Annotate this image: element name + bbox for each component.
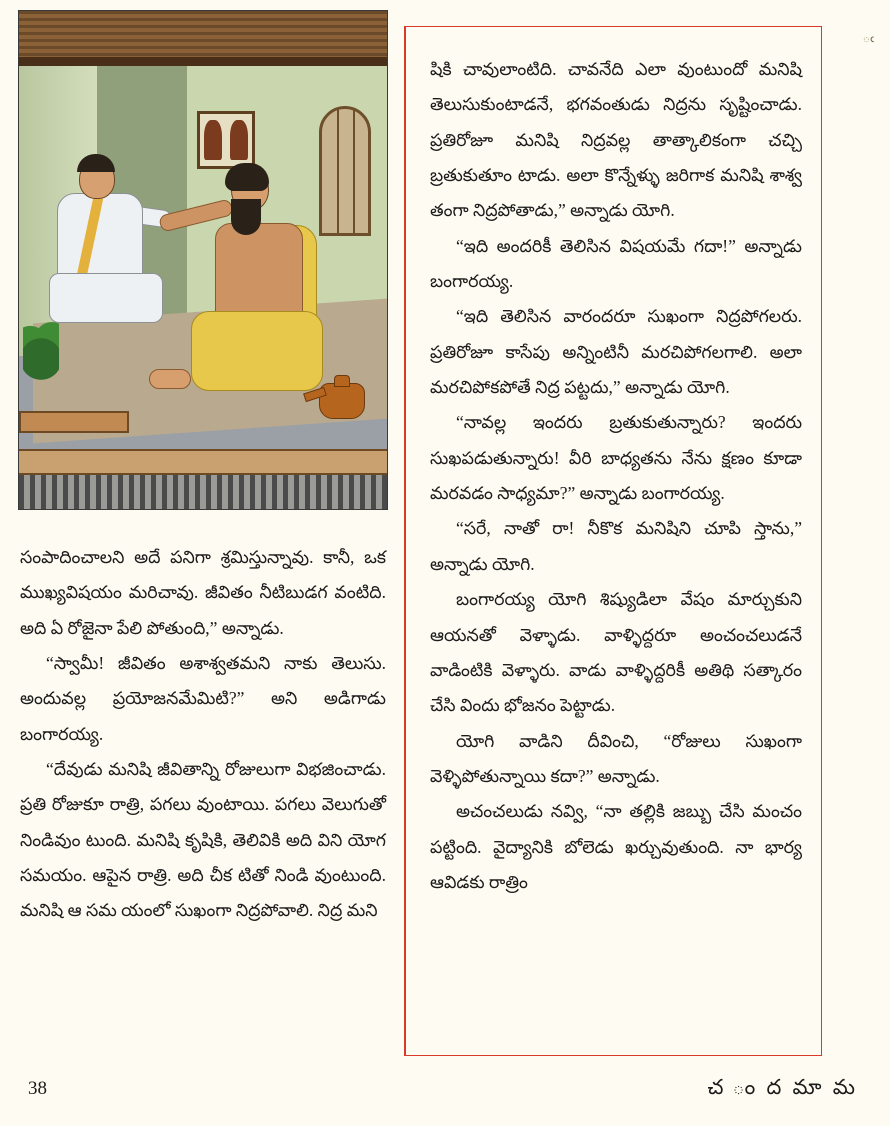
wooden-shelf bbox=[19, 411, 129, 433]
arched-window bbox=[319, 106, 371, 236]
man-legs bbox=[49, 273, 163, 323]
paragraph: “ఇది అందరికీ తెలిసిన విషయమే గదా!” అన్నాడు బంగారయ్య. bbox=[430, 235, 802, 292]
yogi-torso bbox=[215, 223, 303, 325]
ceiling-beam bbox=[19, 57, 387, 66]
paragraph: షికి చావులాంటిది. చావనేది ఎలా వుంటుందో మనిషి తెలుసుకుంటాడనే, భగవంతుడు నిద్రను సృష్టించాడు. ప్రతిరోజూ మనిషి నిద్రవల్ల తాత్కాలికంగా చచ్చి బ్రతుకుతూం టాడు. అలా కొన్నేళ్ళు జరిగాక మనిషి శాశ్వ తంగా నిద్రపోతాడు,” అన్నాడు యోగి. bbox=[430, 59, 802, 221]
potted-plant bbox=[23, 311, 59, 391]
paragraph: “దేవుడు మనిషి జీవితాన్ని రోజులుగా విభజించాడు. ప్రతి రోజుకూ రాత్రి, పగలు వుంటాయి. పగలు వెలుగుతో నిండివుం టుంది. మనిషి కృషికి, తెలివికి అది విని యోగ సమయం. ఆపైన రాత్రి. అది చీక టితో నిండి వుంటుంది. మనిషి ఆ సమ యంలో సుఖంగా నిద్రపోవాలి. నిద్ర మని bbox=[20, 759, 386, 921]
yogi-foot bbox=[149, 369, 191, 389]
paragraph: బంగారయ్య యోగి శిష్యుడిలా వేషం మార్చుకుని ఆయనతో వెళ్ళాడు. వాళ్ళిద్దరూ అంచంచలుడనే వాడింటికి వెళ్ళారు. వాడు వాళ్ళిద్దరికీ అతిథి సత్కారం చేసి విందు భోజనం పెట్టాడు. bbox=[430, 589, 802, 716]
yogi-legs bbox=[191, 311, 323, 391]
yogi-hair bbox=[225, 163, 269, 191]
paragraph: “సరే, నాతో రా! నీకొక మనిషిని చూపి స్తాను,” అన్నాడు యోగి. bbox=[430, 518, 802, 574]
yogi-beard bbox=[231, 199, 261, 235]
corner-mark: ఁ bbox=[862, 30, 874, 45]
copper-kettle bbox=[319, 383, 365, 419]
left-text-column bbox=[20, 540, 386, 929]
paragraph: సంపాదించాలని అదే పనిగా శ్రమిస్తున్నావు. కానీ, ఒక ముఖ్యవిషయం మరిచావు. జీవితం నీటిబుడగ వంటిది. అది ఏ రోజైనా పేలి పోతుంది,” అన్నాడు. bbox=[20, 547, 386, 638]
paragraph: “ఇది తెలిసిన వారందరూ సుఖంగా నిద్రపోగలరు. ప్రతిరోజూ కాసేపు అన్నింటినీ మరచిపోగలగాలి. అలా మరచిపోకపోతే నిద్ర పట్టదు,” అన్నాడు యోగి. bbox=[430, 306, 802, 398]
story-illustration bbox=[18, 10, 388, 510]
magazine-title-footer: చ ం ద మా మ bbox=[707, 1075, 858, 1099]
threshold-step bbox=[19, 449, 387, 475]
paragraph: “స్వామీ! జీవితం అశాశ్వతమని నాకు తెలుసు. అందువల్ల ప్రయోజనమేమిటి?” అని అడిగాడు బంగారయ్య. bbox=[20, 653, 386, 744]
paragraph: అచంచలుడు నవ్వి, “నా తల్లికి జబ్బు చేసి మంచం పట్టింది. వైద్యానికి బోలెడు ఖర్చువుతుంది. నా భార్య ఆవిడకు రాత్రిం bbox=[430, 801, 802, 892]
right-text-column bbox=[430, 52, 802, 900]
paragraph: “నావల్ల ఇందరు బ్రతుకుతున్నారు? ఇందరు సుఖపడుతున్నారు! వీరి బాధ్యతను నేను క్షణం కూడా మరవడం సాధ్యమా?” అన్నాడు బంగారయ్య. bbox=[430, 412, 802, 504]
wall-picture-frames bbox=[197, 111, 255, 169]
page-number: 38 bbox=[28, 1078, 47, 1099]
paragraph: యోగి వాడిని దీవించి, “రోజులు సుఖంగా వెళ్ళిపోతున్నాయి కదా?” అన్నాడు. bbox=[430, 730, 802, 786]
foreground-band bbox=[19, 475, 387, 509]
